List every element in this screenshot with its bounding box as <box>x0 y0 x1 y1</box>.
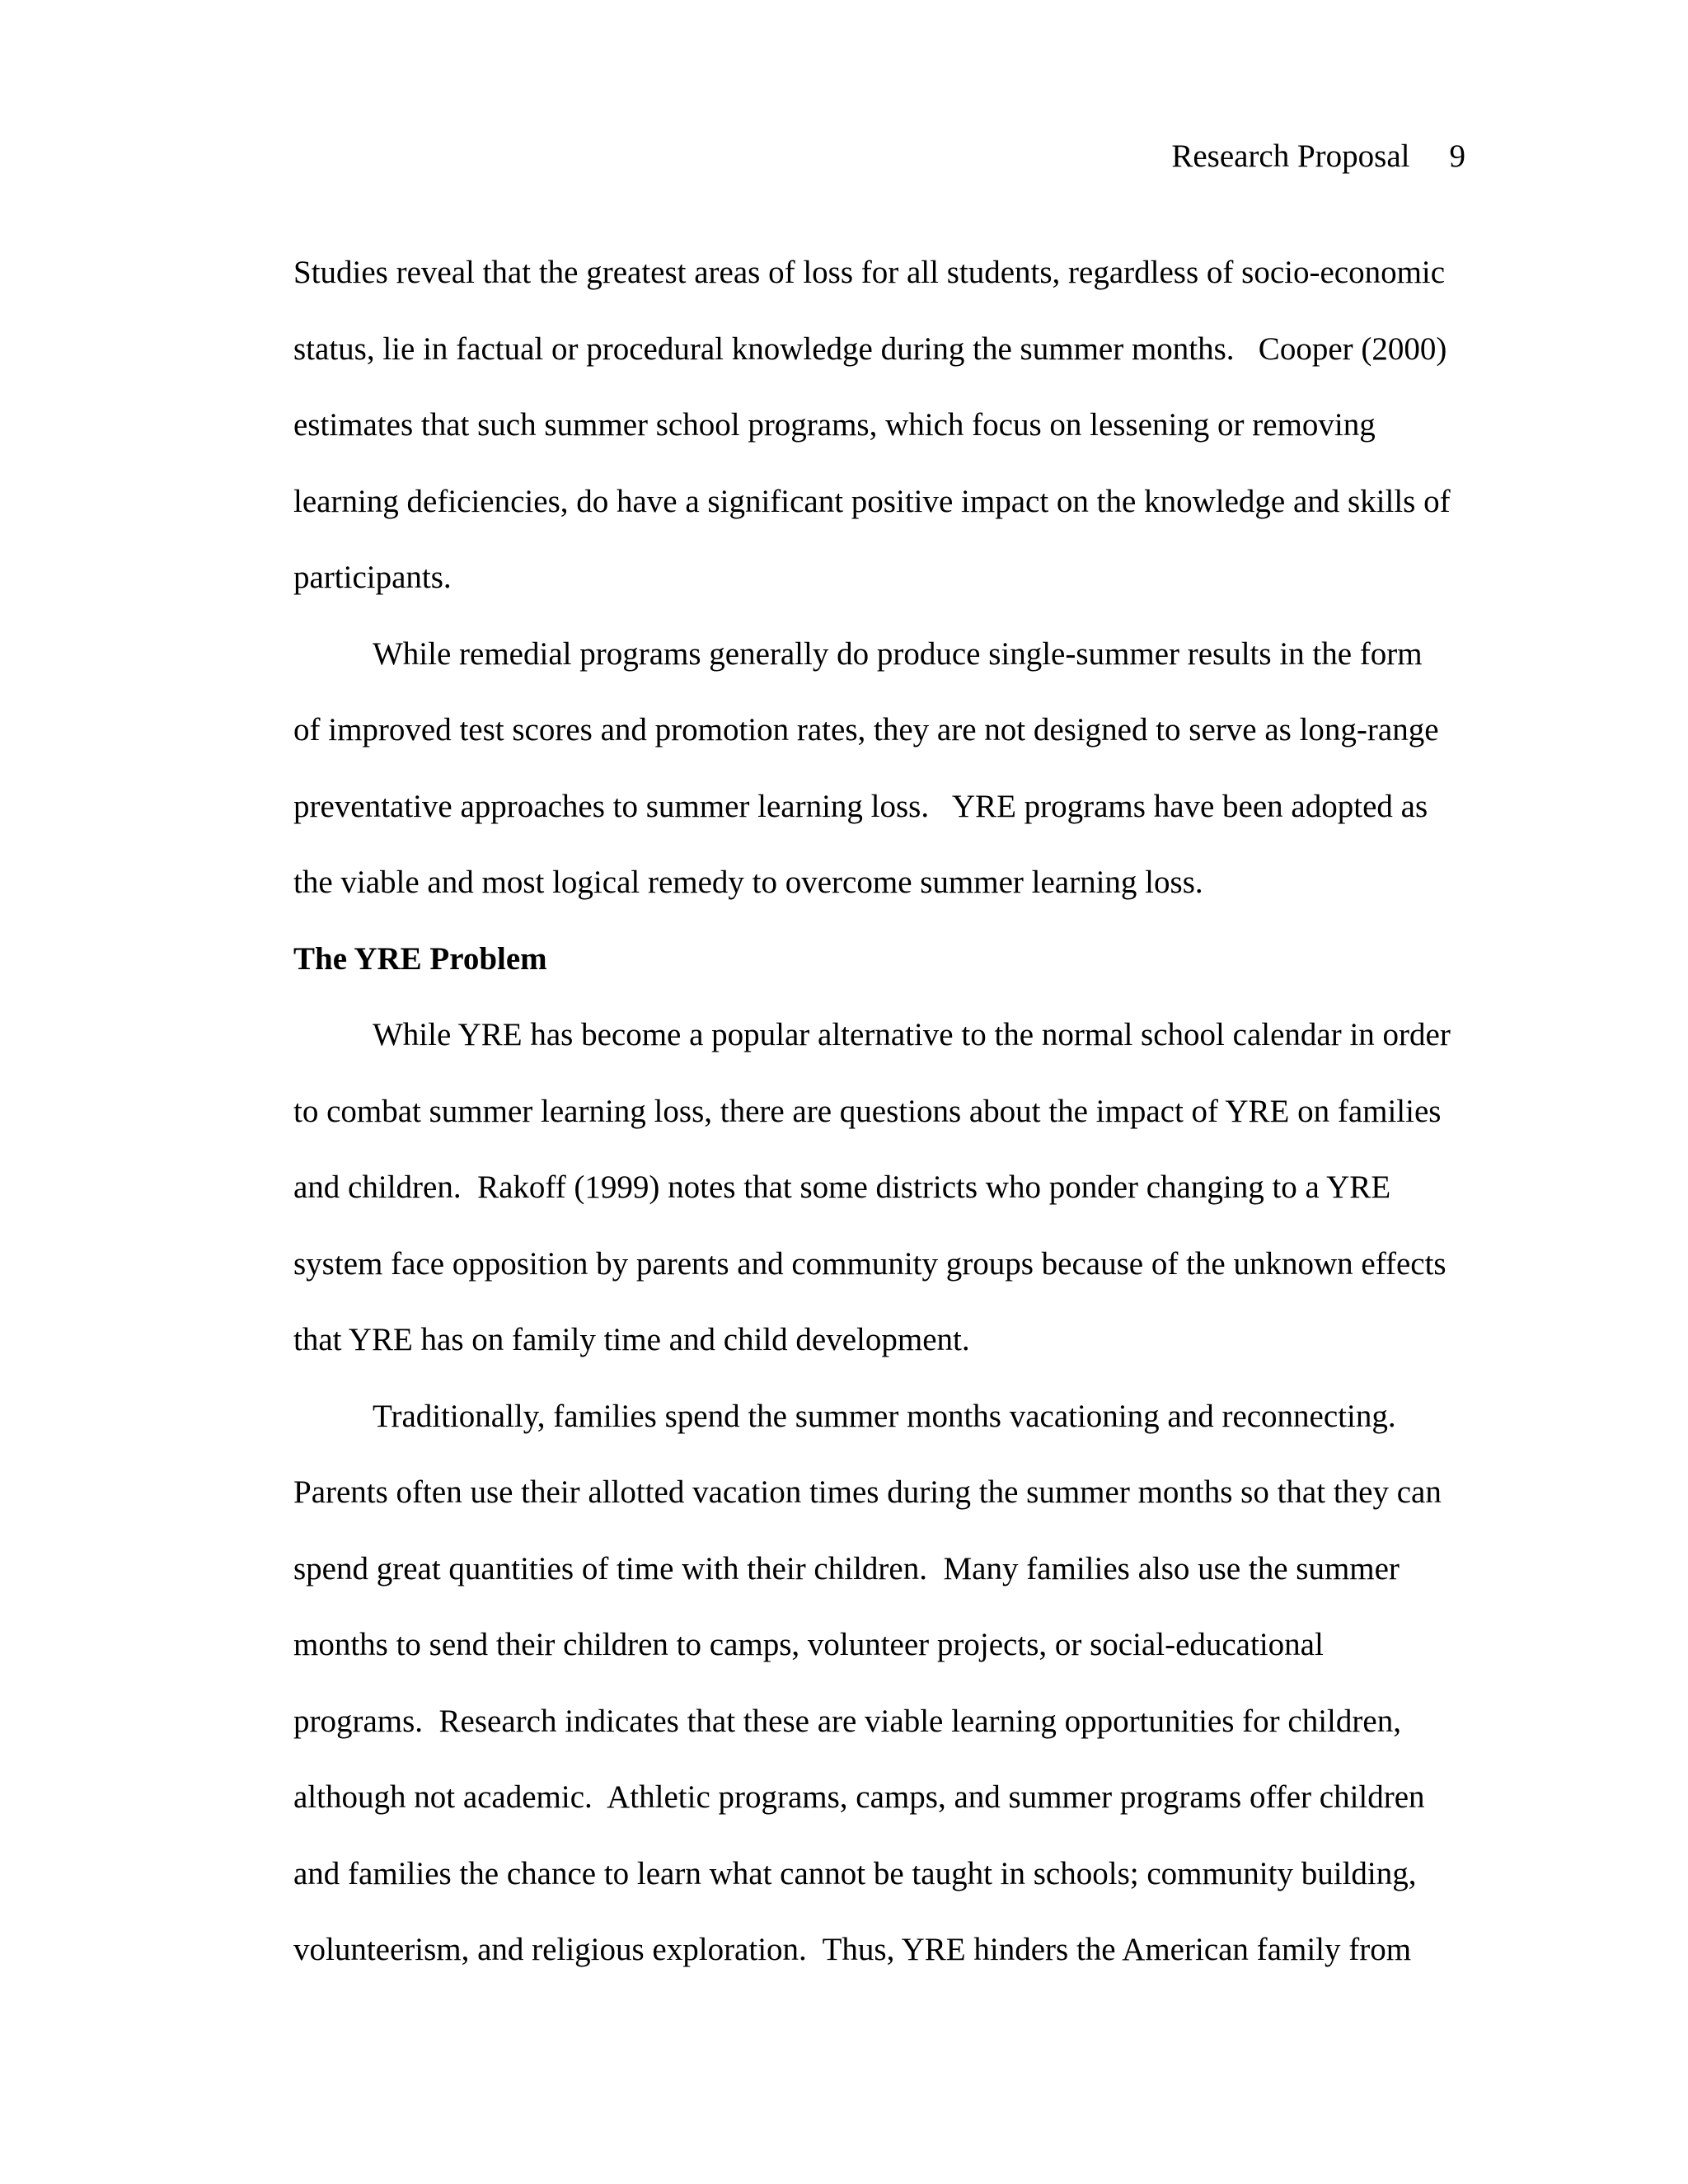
paragraph-line: the viable and most logical remedy to overcome summer learning loss. <box>293 865 1203 900</box>
paragraph-line: of improved test scores and promotion rates, they are not designed to serve as long-range <box>293 712 1439 748</box>
paragraph-line: to combat summer learning loss, there are questions about the impact of YRE on families <box>293 1093 1442 1129</box>
paragraph-line: spend great quantities of time with their children. Many families also use the summer <box>293 1550 1400 1586</box>
running-head <box>1171 137 1465 176</box>
paragraph-line: estimates that such summer school programs, which focus on lessening or removing <box>293 407 1376 443</box>
paragraph-first-line: While remedial programs generally do produce single-summer results in the form <box>373 635 1423 672</box>
paragraph-line: Parents often use their allotted vacation times during the summer months so that they can <box>293 1474 1442 1510</box>
paragraph-line: Studies reveal that the greatest areas of loss for all students, regardless of socio-economic <box>293 255 1446 290</box>
paragraph-line: and families the chance to learn what cannot be taught in schools; community building, <box>293 1855 1417 1891</box>
paragraph-line: preventative approaches to summer learning loss. YRE programs have been adopted as <box>293 788 1428 824</box>
paragraph-line: system face opposition by parents and community groups because of the unknown effects <box>293 1245 1447 1282</box>
paragraph-line: learning deficiencies, do have a significant positive impact on the knowledge and skills of <box>293 483 1451 519</box>
paragraph-line: volunteerism, and religious exploration. Thus, YRE hinders the American family from <box>293 1932 1412 1967</box>
page-number: 9 <box>1449 138 1465 174</box>
body-text <box>293 235 1480 1989</box>
paragraph-line: months to send their children to camps, volunteer projects, or social-educational <box>293 1627 1324 1662</box>
paragraph-first-line: While YRE has become a popular alternative to the normal school calendar in order <box>373 1017 1451 1052</box>
paragraph-line: participants. <box>293 560 452 595</box>
paragraph-line: that YRE has on family time and child development. <box>293 1322 970 1357</box>
paragraph-line: programs. Research indicates that these are viable learning opportunities for children, <box>293 1703 1401 1739</box>
running-head-title: Research Proposal <box>1171 138 1410 174</box>
paragraph-line: and children. Rakoff (1999) notes that some districts who ponder changing to a YRE <box>293 1169 1391 1205</box>
paragraph-line: although not academic. Athletic programs, camps, and summer programs offer children <box>293 1779 1425 1815</box>
section-heading: The YRE Problem <box>293 940 547 977</box>
paragraph-first-line: Traditionally, families spend the summer months vacationing and reconnecting. <box>373 1398 1396 1434</box>
paragraph-line: status, lie in factual or procedural knowledge during the summer months. Cooper (2000) <box>293 330 1447 367</box>
